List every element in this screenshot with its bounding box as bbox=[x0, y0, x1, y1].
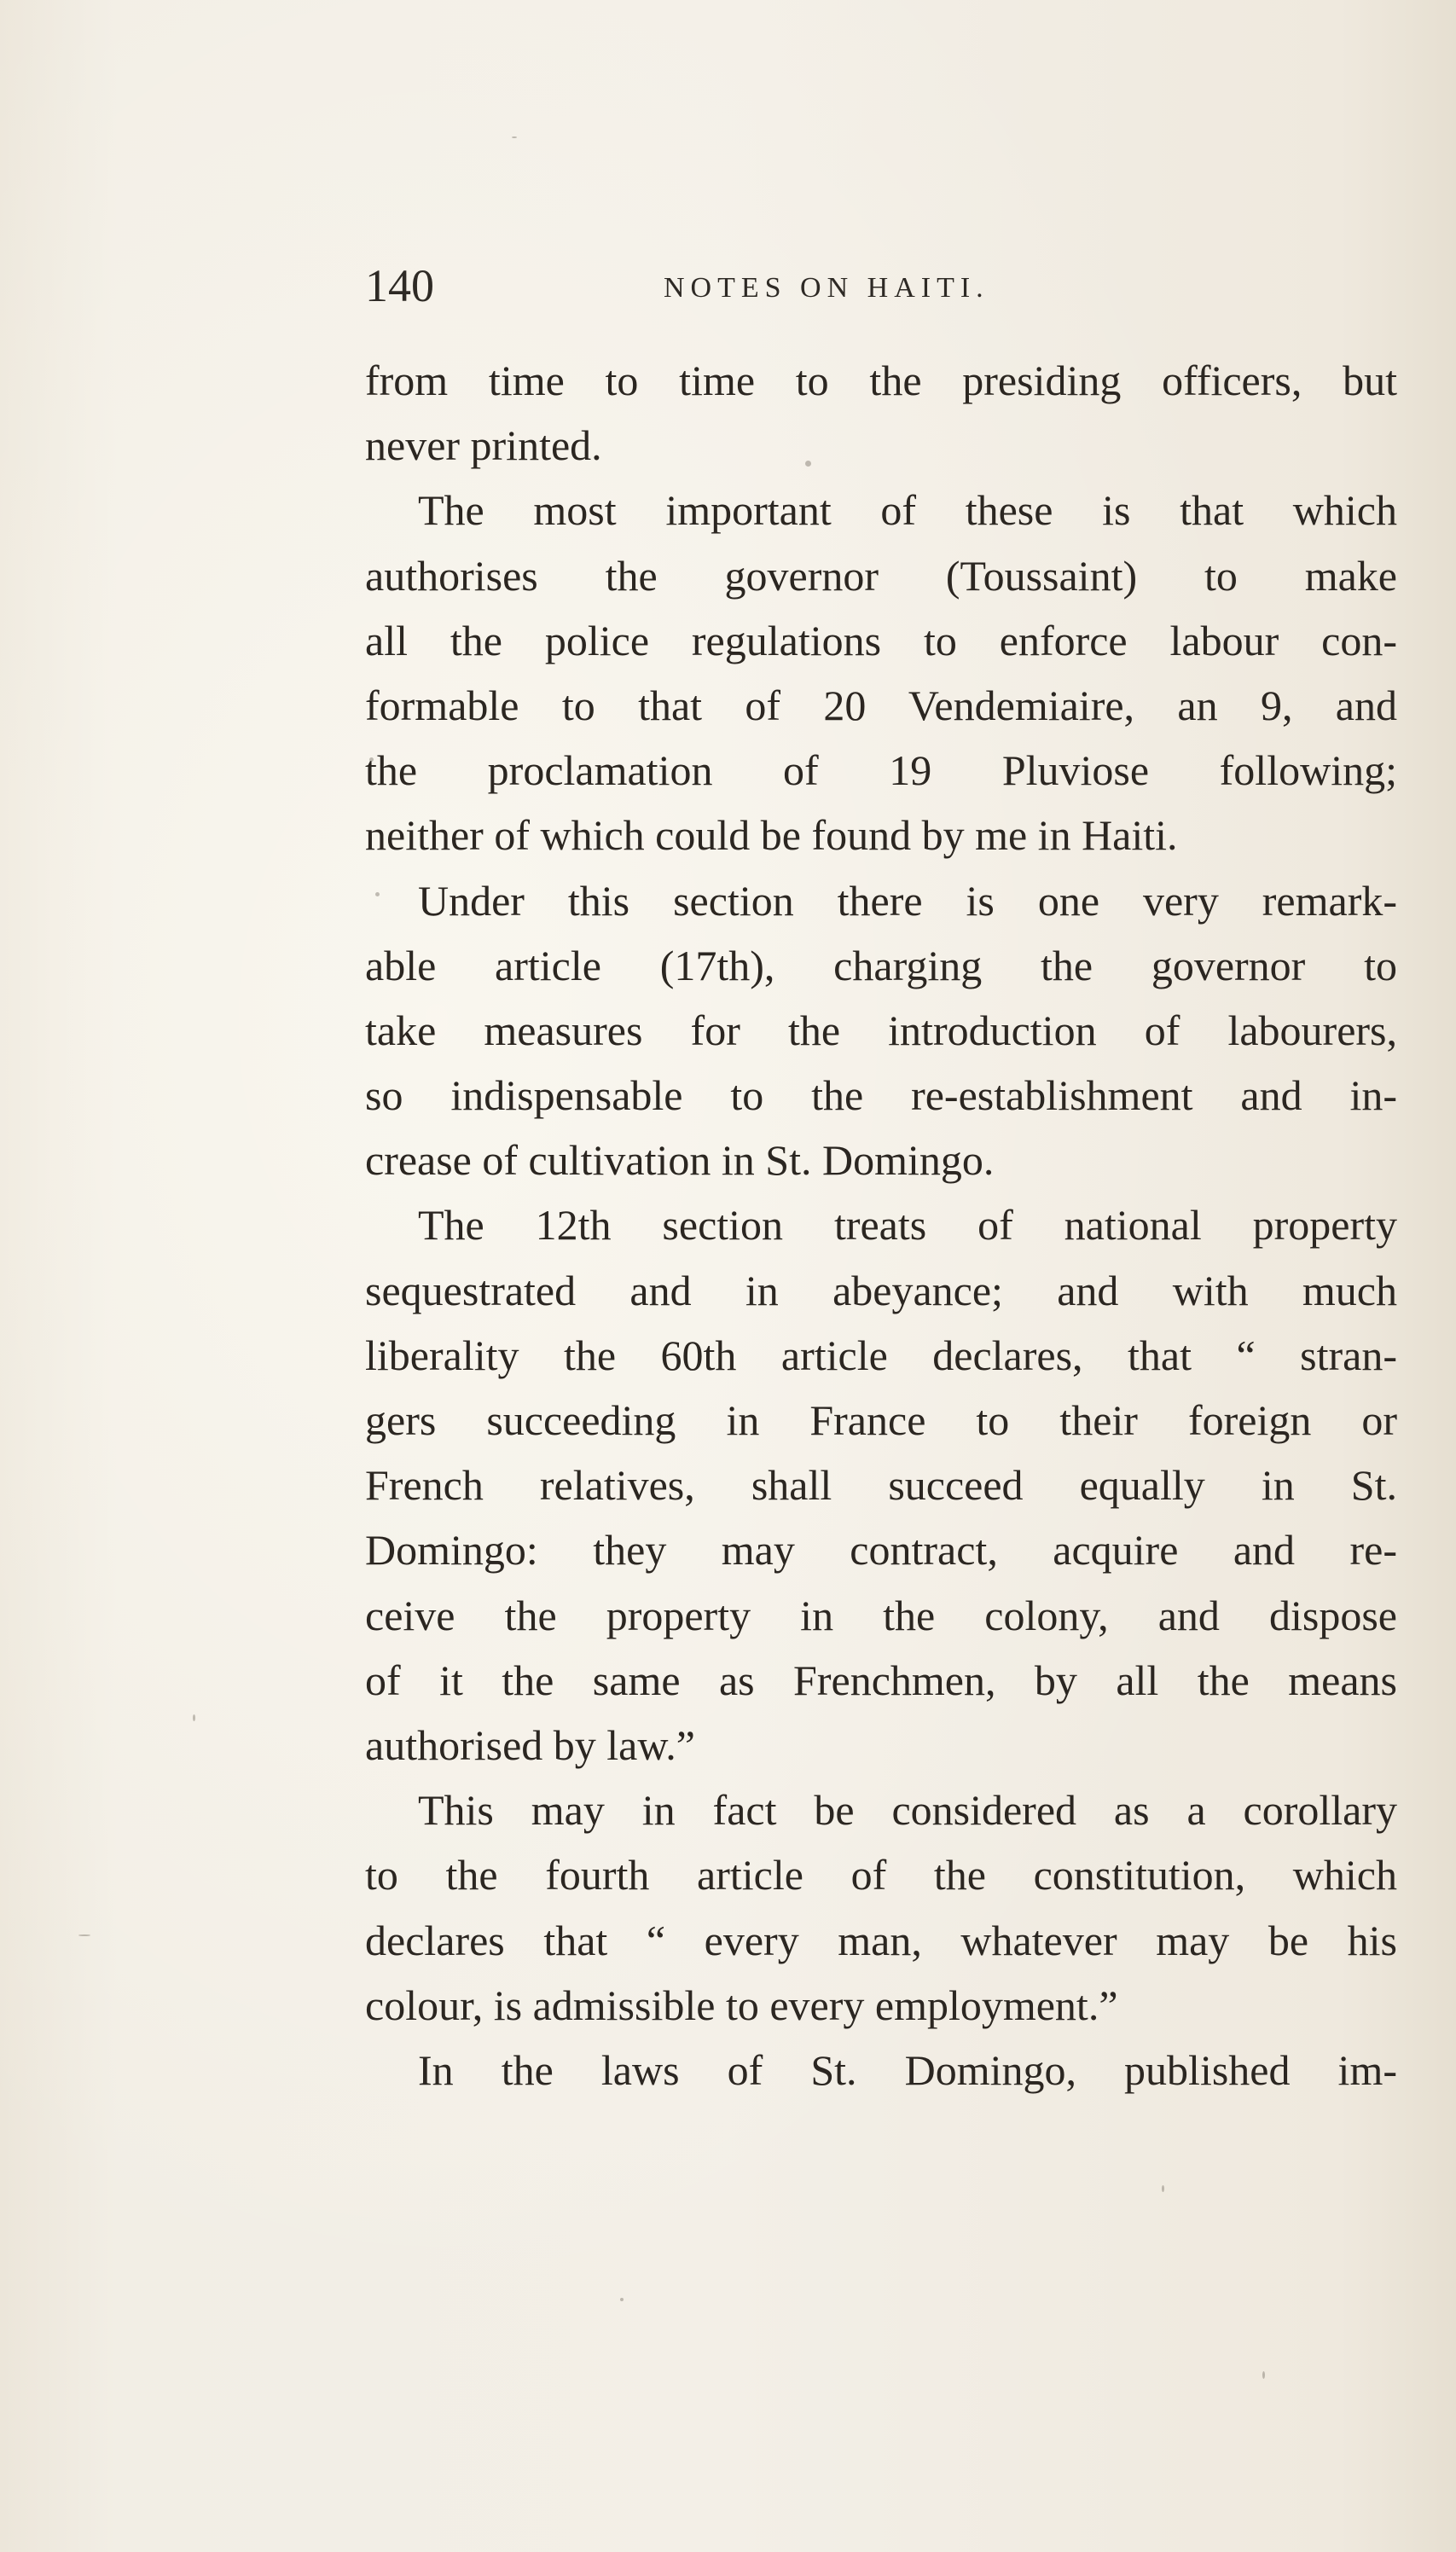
paper-speck bbox=[1162, 2185, 1164, 2192]
running-title: NOTES ON HAITI. bbox=[664, 272, 989, 304]
paper-speck bbox=[805, 461, 811, 467]
text-line: sequestrated and in abeyance; and with much bbox=[365, 1266, 1397, 1314]
paragraph-start-line: Under this section there is one very remark- bbox=[418, 876, 1397, 925]
text-line: the proclamation of 19 Pluviose following; bbox=[365, 746, 1397, 795]
text-line: never printed. bbox=[365, 421, 602, 470]
text-line: French relatives, shall succeed equally in St. bbox=[365, 1461, 1397, 1510]
page-header bbox=[365, 256, 1064, 316]
text-line: to the fourth article of the constitution, which bbox=[365, 1851, 1397, 1900]
text-line: declares that “ every man, whatever may be his bbox=[365, 1916, 1397, 1964]
text-line: Domingo: they may contract, acquire and re- bbox=[365, 1526, 1397, 1575]
text-line: crease of cultivation in St. Domingo. bbox=[365, 1136, 995, 1185]
text-line: from time to time to the presiding officers, but bbox=[365, 357, 1397, 404]
text-line: formable to that of 20 Vendemiaire, an 9, and bbox=[365, 681, 1397, 729]
text-line: take measures for the introduction of labourers, bbox=[365, 1006, 1397, 1054]
paragraph-start-line: The most important of these is that which bbox=[418, 486, 1397, 535]
paper-speck bbox=[193, 1714, 195, 1721]
paper-speck bbox=[375, 892, 380, 896]
paragraph-start-line: In the laws of St. Domingo, published im- bbox=[418, 2045, 1397, 2094]
text-line: gers succeeding in France to their foreign or bbox=[365, 1396, 1397, 1444]
text-line: of it the same as Frenchmen, by all the means bbox=[365, 1656, 1397, 1704]
text-line: authorises the governor (Toussaint) to make bbox=[365, 551, 1397, 600]
text-line: so indispensable to the re-establishment and in- bbox=[365, 1071, 1397, 1120]
text-line: ceive the property in the colony, and dispose bbox=[365, 1591, 1397, 1639]
paragraph-start-line: This may in fact be considered as a corollary bbox=[418, 1786, 1397, 1835]
text-line: able article (17th), charging the governor to bbox=[365, 941, 1397, 989]
page-number: 140 bbox=[365, 260, 434, 311]
text-line: authorised by law.” bbox=[365, 1720, 695, 1769]
paper-speck bbox=[369, 757, 374, 762]
paragraph-start-line: The 12th section treats of national property bbox=[418, 1201, 1397, 1250]
paper-speck bbox=[78, 1934, 90, 1936]
body-text bbox=[365, 348, 1397, 2102]
paper-speck bbox=[512, 136, 517, 138]
text-line: all the police regulations to enforce labour con- bbox=[365, 616, 1397, 664]
paper-speck bbox=[620, 2298, 624, 2301]
text-line: colour, is admissible to every employment.” bbox=[365, 1981, 1118, 2029]
text-line: liberality the 60th article declares, that “ stran- bbox=[365, 1331, 1397, 1379]
paper-speck bbox=[1262, 2371, 1265, 2379]
text-line: neither of which could be found by me in Haiti. bbox=[365, 811, 1178, 860]
